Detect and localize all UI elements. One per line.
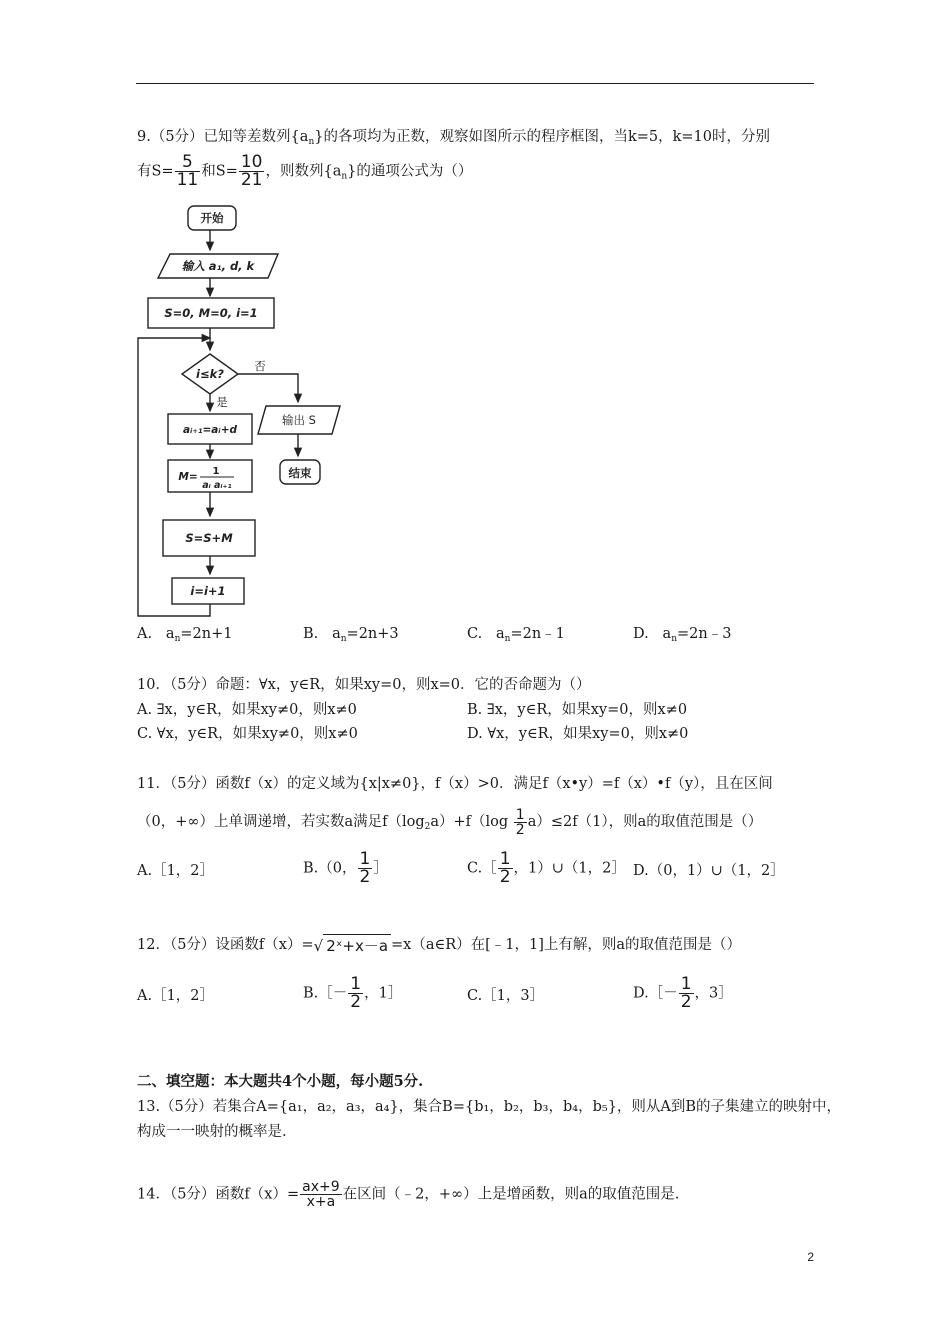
q11-option-c: C.［ $\frac{1}{2}$ ，1）∪（1，2］ (467, 849, 626, 887)
q12-option-b: B.［－ $\frac{1}{2}$ ，1］ (303, 974, 403, 1012)
q9-option-a: A. $a_n=2n+1$ (137, 626, 233, 644)
flowchart-output-label: 输出 S (282, 413, 316, 427)
section-title: 二、填空题：本大题共4个小题，每小题5分. (137, 1073, 424, 1090)
q12-option-d: D.［－ $\frac{1}{2}$ ，3］ (633, 974, 733, 1012)
q11-line1: 11．（5分）函数f（x）的定义域为{x|x≠0}，f（x）>0．满足f（x•y）=f（x）•f（y），且在区间 (137, 776, 773, 792)
q10-option-c: C. ∀x，y∈R，如果xy≠0，则x≠0 (137, 726, 358, 742)
header-rule (136, 83, 814, 84)
q12-stem: 12．（5分）设函数f（x）=√ 2ˣ+x－a =x（a∈R）在[﹣1，1]上有解，则a的取值范围是（） (137, 934, 741, 956)
q10-stem: 10．（5分）命题：∀x，y∈R，如果xy=0，则x=0．它的否命题为（） (137, 677, 591, 693)
q14-stem: 14．（5分）函数f（x）= $\frac{ax+9}{x+a}$ 在区间（﹣2，+∞）上是增函数，则a的取值范围是. (137, 1179, 680, 1210)
flowchart-step2-den: aᵢ aᵢ₊₁ (202, 480, 232, 491)
q9-option-c: C. $a_n=2n﹣1$ (467, 626, 565, 644)
flowchart-step3-label: S=S+M (185, 531, 233, 545)
q11-option-d: D.（0，1）∪（1，2］ (633, 863, 785, 879)
q11-option-a: A.［1，2］ (137, 863, 215, 879)
q11-option-b: B.（0， $\frac{1}{2}$ ］ (303, 849, 388, 887)
q12-radical: √ 2ˣ+x－a (314, 934, 391, 956)
flowchart-input-label: 输入 a₁, d, k (181, 259, 255, 273)
flowchart-step2-lhs: M= (178, 471, 198, 483)
q9-line1: 9.（5分）已知等差数列$\{a_n\}$的各项均为正数，观察如图所示的程序框图，当k=5，k=10时，分别 (137, 129, 771, 147)
q13-line1: 13.（5分）若集合A={a₁，a₂，a₃，a₄}，集合B={b₁，b₂，b₃，b₄，b₅}，则从A到B的子集建立的映射中， (137, 1099, 842, 1115)
q9-line2: 有S= $\frac{5}{11}$ 和S= $\frac{10}{21}$ ，则数列$\{a_n\}$的通项公式为（） (137, 152, 473, 190)
q12-option-c: C.［1，3］ (467, 988, 545, 1004)
flowchart-yes-label: 是 (216, 395, 228, 409)
flowchart-step1-label: aᵢ₊₁=aᵢ+d (182, 424, 238, 436)
q10-option-b: B. ∃x，y∈R，如果xy=0，则x≠0 (467, 702, 688, 718)
flowchart-no-label: 否 (254, 359, 266, 373)
flowchart (130, 198, 360, 628)
q12-option-a: A.［1，2］ (137, 988, 215, 1004)
q9-fraction-2: $\frac{10}{21}$ (240, 152, 263, 190)
flowchart-condition-label: i≤k? (196, 367, 224, 381)
flowchart-end-label: 结束 (288, 466, 312, 480)
flowchart-start-label: 开始 (200, 211, 224, 225)
q10-option-d: D. ∀x，y∈R，如果xy=0，则x≠0 (467, 726, 689, 742)
q13-line2: 构成一一映射的概率是. (137, 1124, 287, 1140)
page-number: 2 (807, 1250, 814, 1264)
q10-option-a: A. ∃x，y∈R，如果xy≠0，则x≠0 (137, 702, 357, 718)
flowchart-step2-num: 1 (212, 466, 220, 477)
q9-option-b: B. $a_n=2n+3$ (303, 626, 399, 644)
flowchart-init-label: S=0, M=0, i=1 (164, 306, 258, 320)
q14-fraction: $\frac{ax+9}{x+a}$ (302, 1179, 340, 1210)
q9-fraction-1: $\frac{5}{11}$ (176, 152, 199, 190)
flowchart-step4-label: i=i+1 (190, 584, 226, 598)
q11-line2: （0，+∞）上单调递增，若实数a满足$f(\log_2a)+f(\log$ $\frac{1}{2}$ a）≤2f（1），则a的取值范围是（） (137, 807, 763, 838)
q9-option-d: D. $a_n=2n﹣3$ (633, 626, 732, 644)
